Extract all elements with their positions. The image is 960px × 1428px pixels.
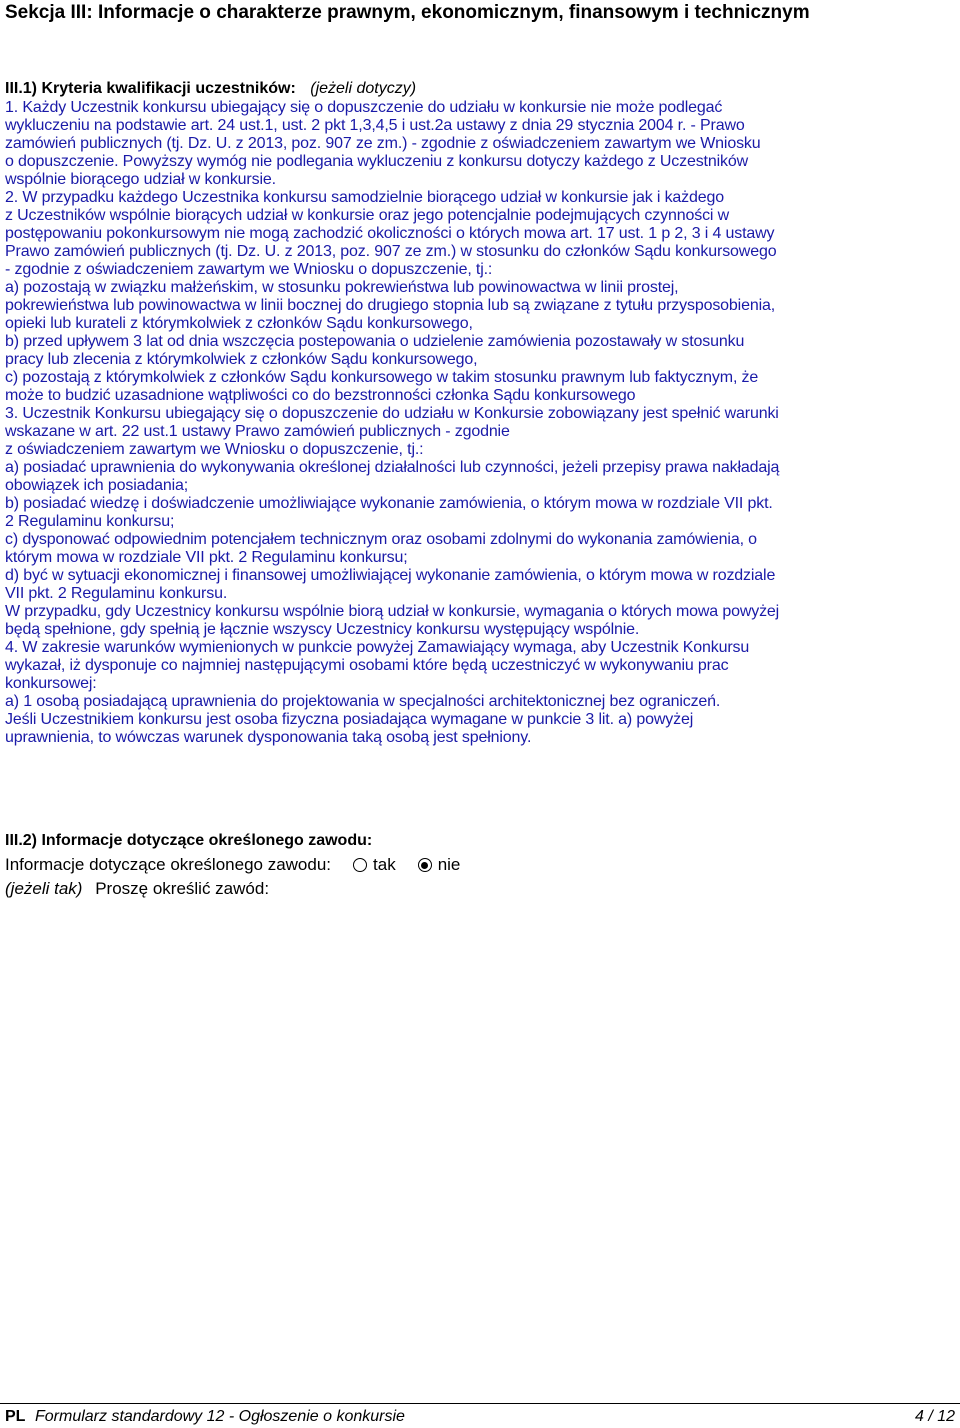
criteria-paragraph-2c: c) pozostają z którymkolwiek z członków Sądu konkursowego w takim stosunku prawnym lub faktycznym, że może to budzić uzasadnione wątpliwości co do bezstronności członka Sądu konkursowego <box>5 369 759 404</box>
criteria-paragraph-4a: a) 1 osobą posiadającą uprawnienia do projektowania w specjalności architektonicznej bez ograniczeń. Jeśli Uczestnikiem konkursu jest osoba fizyczna posiadająca wymagane w punkcie 3 lit. a) powyżej uprawnienia, to wówczas warunek dysponowania taką osobą jest spełniony. <box>5 693 721 746</box>
section-title: Sekcja III: Informacje o charakterze prawnym, ekonomicznym, finansowym i technicznym <box>5 2 810 23</box>
footer-divider <box>0 1403 960 1404</box>
criteria-paragraph-1: 1. Każdy Uczestnik konkursu ubiegający się o dopuszczenie do udziału w konkursie nie może podlegać wykluczeniu na podstawie art. 24 ust.1, ust. 2 pkt 1,3,4,5 i ust.2a ustawy z dnia 29 stycznia 2004 r. - Prawo zamówień publicznych (tj. Dz. U. z 2013, poz. 907 ze zm.) - zgodnie z oświadczeniem zawartym we Wniosku o dopuszczenie. Powyższy wymóg nie podlegania wykluczeniu z konkursu dotyczy każdego z Uczestników wspólnie biorącego udział w konkursie. <box>5 99 761 188</box>
criteria-heading: III.1) Kryteria kwalifikacji uczestników: <box>5 80 296 97</box>
radio-yes[interactable] <box>353 858 367 872</box>
criteria-paragraph-4: 4. W zakresie warunków wymienionych w punkcie powyżej Zamawiający wymaga, aby Uczestnik Konkursu wykazał, iż dysponuje co najmniej następującymi osobami które będą uczestniczyć w wykonywaniu prac konkursowej: <box>5 639 750 692</box>
profession-question-label: Informacje dotyczące określonego zawodu: <box>5 855 332 874</box>
conditional-note: (jeżeli tak) <box>5 879 83 898</box>
specify-label: Proszę określić zawód: <box>95 879 270 898</box>
page-footer <box>5 1408 955 1426</box>
criteria-paragraph-3b: b) posiadać wiedzę i doświadczenie umożliwiające wykonanie zamówienia, o którym mowa w rozdziale VII pkt. 2 Regulaminu konkursu; <box>5 495 773 530</box>
footer-page-number: 4 / 12 <box>914 1408 955 1425</box>
criteria-heading-row <box>5 79 416 99</box>
radio-no-label: nie <box>437 855 461 874</box>
footer-lang: PL <box>5 1408 26 1425</box>
criteria-paragraph-2: 2. W przypadku każdego Uczestnika konkursu samodzielnie biorącego udział w konkursie jak i każdego z Uczestników wspólnie biorących udział w konkursie oraz jego potencjalnie podejmujących czynności w postępowaniu pokonkursowym nie mogą zachodzić okoliczności o których mowa art. 17 ust. 1 p 2, 3 i 4 ustawy Prawo zamówień publicznych (tj. Dz. U. z 2013, poz. 907 ze zm.) w stosunku do członków Sądu konkursowego - zgodnie z oświadczeniem zawartym we Wniosku o dopuszczenie, tj.: <box>5 189 777 278</box>
footer-form-name: Formularz standardowy 12 - Ogłoszenie o konkursie <box>35 1408 405 1425</box>
criteria-note: (jeżeli dotyczy) <box>310 80 417 97</box>
criteria-body <box>5 99 955 747</box>
profession-heading: III.2) Informacje dotyczące określonego zawodu: <box>5 832 373 849</box>
criteria-paragraph-2b: b) przed upływem 3 lat od dnia wszczęcia postepowania o udzielenie zamówienia pozostawały w stosunku pracy lub zlecenia z którymkolwiek z członków Sądu konkursowego, <box>5 333 745 368</box>
criteria-paragraph-3c: c) dysponować odpowiednim potencjałem technicznym oraz osobami zdolnymi do wykonania zamówienia, o którym mowa w rozdziale VII pkt. 2 Regulaminu konkursu; <box>5 531 757 566</box>
criteria-paragraph-2a: a) pozostają w związku małżeńskim, w stosunku pokrewieństwa lub powinowactwa w linii prostej, pokrewieństwa lub powinowactwa w linii bocznej do drugiego stopnia lub są związane z tytułu przysposobienia, opieki lub kurateli z którymkolwiek z członków Sądu konkursowego, <box>5 279 776 332</box>
radio-no[interactable] <box>418 858 432 872</box>
criteria-paragraph-3a: a) posiadać uprawnienia do wykonywania określonej działalności lub czynności, jeżeli przepisy prawa nakładają obowiązek ich posiadania; <box>5 459 780 494</box>
criteria-paragraph-joint: W przypadku, gdy Uczestnicy konkursu wspólnie biorą udział w konkursie, wymagania o których mowa powyżej będą spełnione, gdy spełnią je łącznie wszyscy Uczestnicy konkursu występujący wspólnie. <box>5 603 780 638</box>
radio-yes-label: tak <box>373 855 396 874</box>
profession-specify-row <box>5 878 269 900</box>
profession-question-row <box>5 854 460 876</box>
criteria-paragraph-3d: d) być w sytuacji ekonomicznej i finansowej umożliwiającej wykonanie zamówienia, o którym mowa w rozdziale VII pkt. 2 Regulaminu konkursu. <box>5 567 776 602</box>
criteria-paragraph-3: 3. Uczestnik Konkursu ubiegający się o dopuszczenie do udziału w Konkursie zobowiązany jest spełnić warunki wskazane w art. 22 ust.1 ustawy Prawo zamówień publicznych - zgodnie z oświadczeniem zawartym we Wniosku o dopuszczenie, tj.: <box>5 405 779 458</box>
